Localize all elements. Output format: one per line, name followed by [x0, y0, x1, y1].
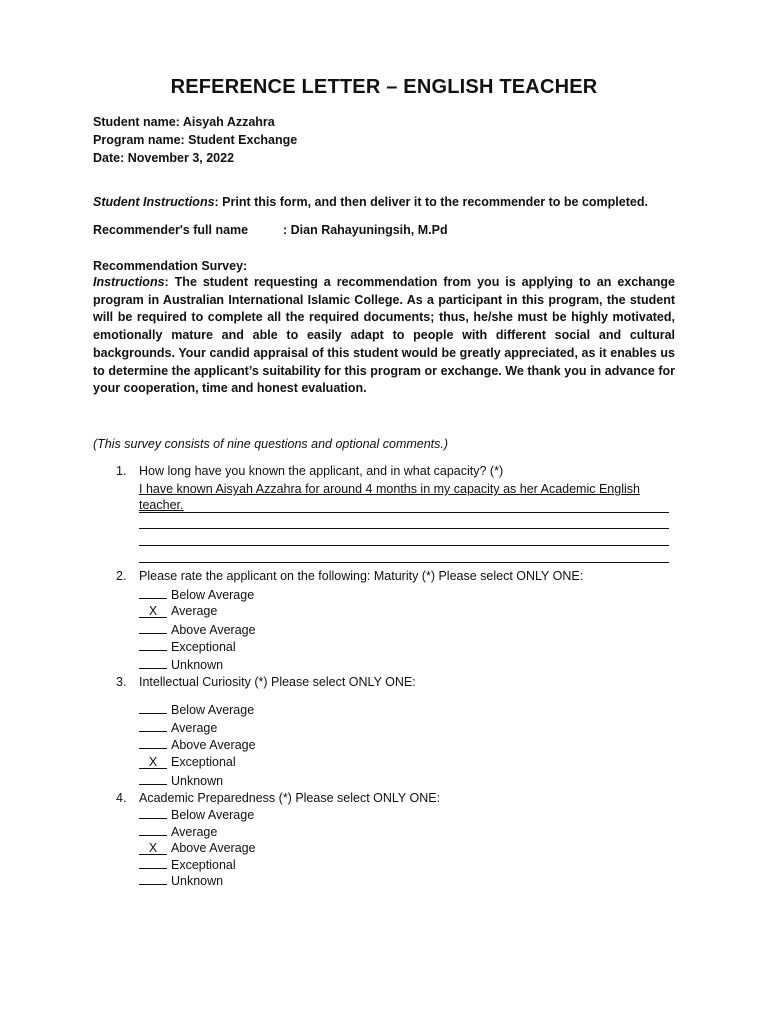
option-unknown[interactable]: Unknown [139, 656, 223, 673]
program-name: Program name: Student Exchange [93, 133, 298, 147]
option-below-average[interactable]: Below Average [139, 586, 254, 603]
answer-line [139, 512, 669, 513]
option-average[interactable]: X Average [139, 603, 217, 619]
option-exceptional[interactable]: X Exceptional [139, 754, 236, 770]
option-average[interactable]: Average [139, 823, 217, 840]
answer-line [139, 545, 669, 546]
survey-instructions-label: Instructions [93, 275, 165, 289]
option-above-average[interactable]: Above Average [139, 621, 256, 638]
question-1: 1. How long have you known the applicant, and in what capacity? (*) [116, 464, 504, 478]
question-1-answer[interactable]: I have known Aisyah Azzahra for around 4 months in my capacity as her Academic English teacher. [139, 482, 640, 512]
option-exceptional[interactable]: Exceptional [139, 638, 236, 655]
recommender-label: Recommender's full name [93, 223, 249, 237]
question-1-text: How long have you known the applicant, and in what capacity? (*) [139, 464, 504, 478]
student-instructions [93, 194, 648, 210]
survey-heading: Recommendation Survey: [93, 259, 248, 273]
option-unknown[interactable]: Unknown [139, 872, 223, 889]
option-unknown[interactable]: Unknown [139, 772, 223, 789]
option-average[interactable]: Average [139, 719, 217, 736]
student-name: Student name: Aisyah Azzahra [93, 115, 275, 129]
question-4: 4. Academic Preparedness (*) Please select ONLY ONE: [116, 791, 441, 805]
student-instructions-text: : Print this form, and then deliver it to the recommender to be completed. [214, 195, 648, 209]
student-instructions-label: Student Instructions [93, 195, 215, 209]
answer-line [139, 528, 669, 529]
question-2: 2. Please rate the applicant on the following: Maturity (*) Please select ONLY ONE: [116, 569, 584, 583]
survey-instructions [93, 274, 675, 398]
option-exceptional[interactable]: Exceptional [139, 856, 236, 873]
page-title: REFERENCE LETTER – ENGLISH TEACHER [170, 76, 598, 98]
question-2-text: Please rate the applicant on the following: Maturity (*) Please select ONLY ONE: [139, 569, 584, 583]
recommender-value: : Dian Rahayuningsih, M.Pd [283, 223, 448, 237]
survey-instructions-text: : The student requesting a recommendation from you is applying to an exchange program in Australian International Islamic College. As a participant in this program, the student will be required to complete all the required documents; thus, he/she must be highly motivated, emotionally mature and able to easily adapt to people with different social and cultural backgrounds. Your candid appraisal of this student would be greatly appreciated, as it enables us to determine the applicant’s suitability for this program or exchange. We thank you in advance for your cooperation, time and honest evaluation. [93, 275, 675, 396]
survey-note: (This survey consists of nine questions and optional comments.) [93, 437, 449, 451]
question-3: 3. Intellectual Curiosity (*) Please select ONLY ONE: [116, 675, 416, 689]
option-below-average[interactable]: Below Average [139, 701, 254, 718]
letter-date: Date: November 3, 2022 [93, 151, 235, 165]
question-4-text: Academic Preparedness (*) Please select ONLY ONE: [139, 791, 441, 805]
answer-line [139, 562, 669, 563]
option-above-average[interactable]: Above Average [139, 736, 256, 753]
option-below-average[interactable]: Below Average [139, 806, 254, 823]
question-3-text: Intellectual Curiosity (*) Please select ONLY ONE: [139, 675, 416, 689]
option-above-average[interactable]: X Above Average [139, 840, 256, 856]
recommender-row [93, 222, 448, 238]
